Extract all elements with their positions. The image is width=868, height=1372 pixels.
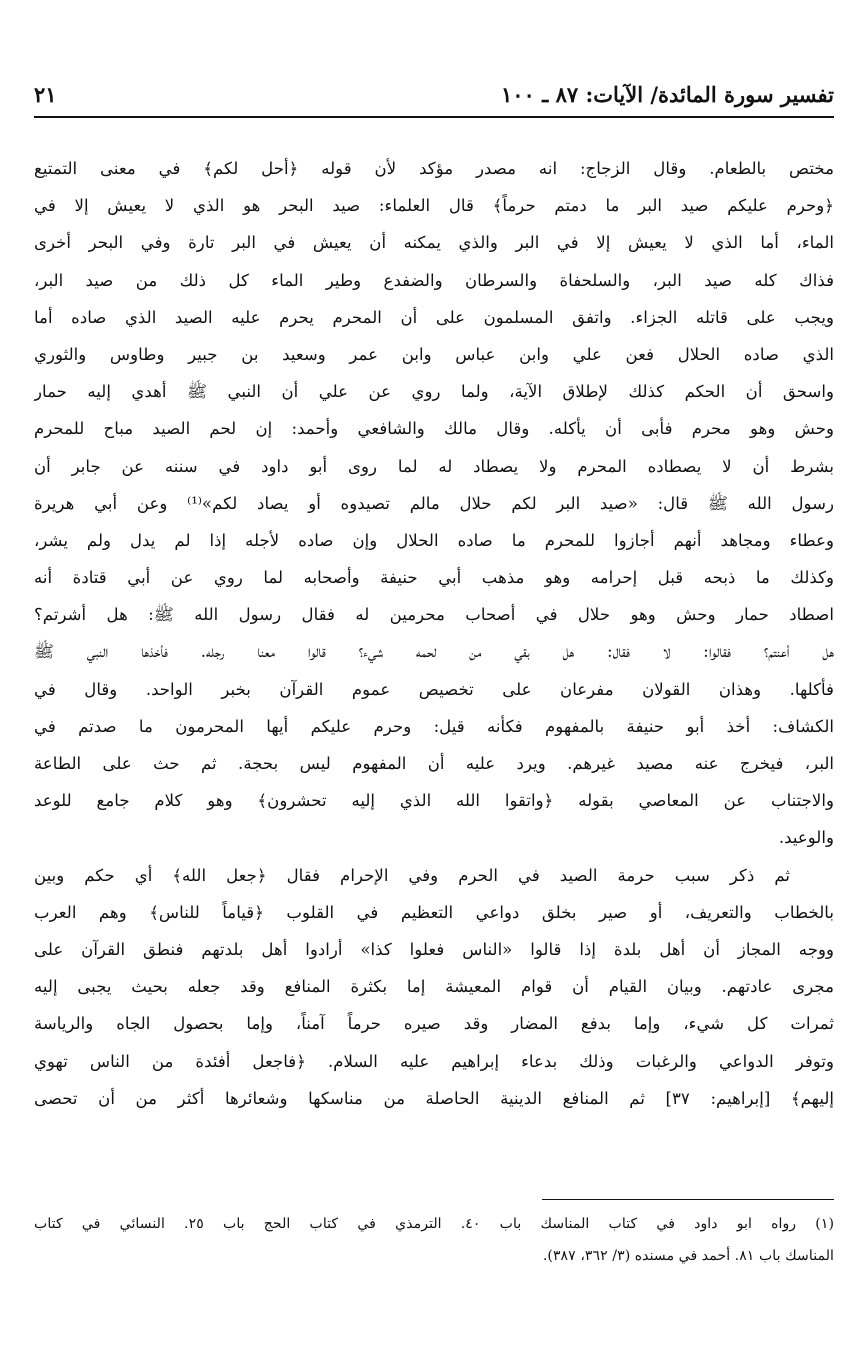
text-line: مختص بالطعام. وقال الزجاج: انه مصدر مؤكد لأن قوله ﴿أحل لكم﴾ في معنى التمتيع (34, 159, 834, 178)
text-line: مجرى عادتهم. وبيان القيام أن قوام المعيشة إما بكثرة المنافع وقد جعله بحيث يجبى إليه (34, 977, 834, 997)
text-line: واسحق أن الحكم كذلك لإطلاق الآية، ولما روي عن علي أن النبي ﷺ أهدي إليه حمار (34, 382, 834, 402)
header-divider (34, 116, 834, 118)
text-line: الذي صاده الحلال فعن علي وابن عباس وابن عمر وسعيد بن جبير وطاوس والثوري (34, 344, 834, 364)
text-line: وتوفر الدواعي والرغبات وذلك بدعاء إبراهيم عليه السلام. ﴿فاجعل أفئدة من الناس تهوي (34, 1051, 834, 1071)
text-line: بالخطاب والتعريف، أو صير بخلق دواعي التعظيم في القلوب ﴿قياماً للناس﴾ وهم العرب (34, 902, 834, 922)
text-line: فذاك كله صيد البر، والسلحفاة والسرطان والضفدع وطير الماء كل ذلك من صيد البر، (34, 270, 834, 290)
footnotes (34, 1208, 834, 1272)
text-line: إليهم﴾ [إبراهيم: ٣٧] ثم المنافع الدينية الحاصلة من مناسكها وشعائرها أكثر من أن تحصى (34, 1088, 834, 1108)
text-line: وكذلك ما ذبحه قبل إحرامه وهو مذهب أبي حنيفة وأصحابه لما روي عن أبي قتادة أنه (34, 568, 834, 588)
running-title: تفسير سورة المائدة/ الآيات: ٨٧ ـ ١٠٠ (500, 82, 834, 107)
main-text (34, 150, 834, 1117)
text-line: بشرط أن لا يصطاده المحرم ولا يصطاد له لما روى أبو داود في سننه عن جابر أن (34, 456, 834, 476)
page-header (34, 78, 834, 116)
page-number: ٢١ (34, 82, 57, 107)
text-line: ووجه المجاز أن أهل بلدة إذا قالوا «الناس فعلوا كذا» أرادوا أهل بلدتهم فنطق القرآن على (34, 939, 834, 959)
paragraph-start-line: ثم ذكر سبب حرمة الصيد في الحرم وفي الإحرام فقال ﴿جعل الله﴾ أي حكم وبين (34, 865, 790, 885)
text-line: ﴿وحرم عليكم صيد البر ما دمتم حرماً﴾ قال العلماء: صيد البحر هو الذي لا يعيش إلا في (34, 196, 834, 216)
footnote-line: (١) رواه ابو داود في كتاب المناسك باب ٤٠. الترمذي في كتاب الحج باب ٢٥. النسائي في كتاب (34, 1216, 834, 1232)
text-line: ثمرات كل شيء، وإما بدفع المضار وقد صيره حرماً آمناً، وإما بحصول الجاه والرياسة (34, 1014, 834, 1034)
paragraph-end-line: والوعيد. (778, 828, 834, 848)
text-line: البر، فيخرج عنه مصيد غيرهم. ويرد عليه أن المفهوم ليس بحجة. ثم حث على الطاعة (34, 754, 834, 773)
text-line: رسول الله ﷺ قال: «صيد البر لكم حلال مالم تصيدوه أو يصاد لكم»⁽¹⁾ وعن أبي هريرة (34, 493, 834, 513)
text-line: والاجتناب عن المعاصي بقوله ﴿واتقوا الله الذي إليه تحشرون﴾ وهو كلام جامع للوعد (34, 791, 834, 811)
text-line: الماء، أما الذي لا يعيش إلا في البر والذي يمكنه أن يعيش في البر تارة وفي البحر أخرى (34, 233, 834, 253)
text-line: ويجب على قاتله الجزاء. واتفق المسلمون على أن المحرم يحرم عليه الصيد الذي صاده أما (34, 307, 834, 327)
footnote-line: المناسك باب ٨١. أحمد في مسنده (٣/ ٣٦٢، ٣٨٧). (542, 1248, 834, 1264)
text-line: فأكلها. وهذان القولان مفرعان على تخصيص عموم القرآن بخبر الواحد. وقال في (34, 679, 834, 699)
text-line: هل أعنتم؟ فقالوا: لا فقال: هل بقي من لحمه شيء؟ قالوا معنا رجله. فأخذها النبي ﷺ (34, 642, 834, 662)
text-line: اصطاد حمار وحش وهو حلال في أصحاب محرمين له فقال رسول الله ﷺ: هل أشرتم؟ (34, 605, 834, 625)
text-line: الكشاف: أخذ أبو حنيفة بالمفهوم فكأنه قيل: وحرم عليكم أيها المحرمون ما صدتم في (34, 716, 834, 736)
footnote-divider (542, 1199, 834, 1200)
text-line: وعطاء ومجاهد أنهم أجازوا للمحرم ما صاده الحلال وإن صاده لأجله إذا لم يدل ولم يشر، (34, 530, 834, 550)
text-line: وحش وهو محرم فأبى أن يأكله. وقال مالك والشافعي وأحمد: إن لحم الصيد مباح للمحرم (34, 419, 834, 439)
